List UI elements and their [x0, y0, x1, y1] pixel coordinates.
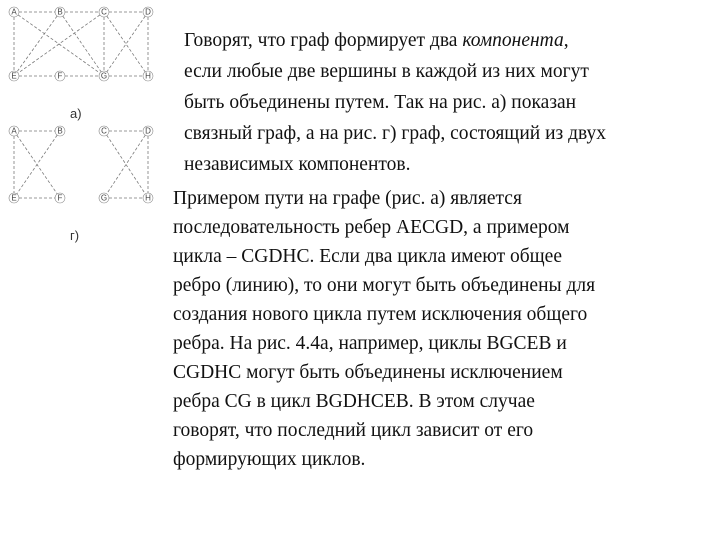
- graph-g-node-f-label: F: [57, 193, 63, 203]
- paragraph-bottom-line: ребра CG в цикл BGDHCEB. В этом случае: [173, 391, 535, 412]
- paragraph-top-line-5: независимых компонентов.: [184, 154, 411, 175]
- paragraph-bottom-line: ребра. На рис. 4.4а, например, циклы BGCEB и: [173, 333, 567, 354]
- graph-g-node-c-label: C: [101, 126, 107, 136]
- paragraph-bottom-line: говорят, что последний цикл зависит от его: [173, 420, 534, 441]
- graph-figure: [0, 0, 170, 260]
- paragraph-bottom-line: ребро (линию), то они могут быть объединены для: [173, 275, 596, 296]
- graph-g-node-a-label: A: [11, 126, 17, 136]
- graph-a-node-c-label: C: [101, 7, 107, 17]
- paragraph-bottom-line: последовательность ребер AECGD, а примером: [173, 217, 570, 238]
- graph-a-node-e-label: E: [11, 71, 17, 81]
- line1-before: Говорят, что граф формирует два: [184, 30, 463, 51]
- paragraph-top-line-4: связный граф, а на рис. г) граф, состоящий из двух: [184, 123, 607, 144]
- paragraph-top-line-1: [184, 25, 606, 56]
- line1-after: ,: [563, 30, 569, 51]
- graph-a-node-g-label: G: [100, 71, 108, 81]
- graph-g-nodes: [9, 126, 153, 203]
- term-component: компонента: [462, 30, 564, 51]
- paragraph-top-line-2: если любые две вершины в каждой из них могут: [184, 61, 589, 82]
- graph-a-nodes: [9, 7, 153, 81]
- graph-g-edges: [14, 131, 148, 198]
- graph-g-node-h-label: H: [145, 193, 151, 203]
- paragraph-bottom-line: цикла – CGDHC. Если два цикла имеют общее: [173, 246, 562, 267]
- paragraph-bottom-line: Примером пути на графе (рис. а) является: [173, 188, 522, 209]
- graph-g-node-e-label: E: [11, 193, 17, 203]
- graph-a-node-f-label: F: [57, 71, 63, 81]
- figure-label-g: г): [70, 228, 80, 243]
- graph-a-edges: [14, 12, 148, 76]
- paragraph-bottom-line: создания нового цикла путем исключения общего: [173, 304, 588, 325]
- paragraph-paths-cycles: [173, 184, 595, 474]
- graph-a-node-a-label: A: [11, 7, 17, 17]
- paragraph-bottom-line: формирующих циклов.: [173, 449, 366, 470]
- graph-g-node-b-label: B: [57, 126, 63, 136]
- graph-g-node-g-label: G: [100, 193, 108, 203]
- graph-a-node-h-label: H: [145, 71, 151, 81]
- graph-g-node-d-label: D: [145, 126, 151, 136]
- paragraph-components: [184, 25, 606, 180]
- figure-label-a: a): [70, 106, 82, 121]
- paragraph-top-line-3: быть объединены путем. Так на рис. а) показан: [184, 92, 577, 113]
- graph-a-node-d-label: D: [145, 7, 151, 17]
- paragraph-bottom-line: CGDHC могут быть объединены исключением: [173, 362, 563, 383]
- graph-a-node-b-label: B: [57, 7, 63, 17]
